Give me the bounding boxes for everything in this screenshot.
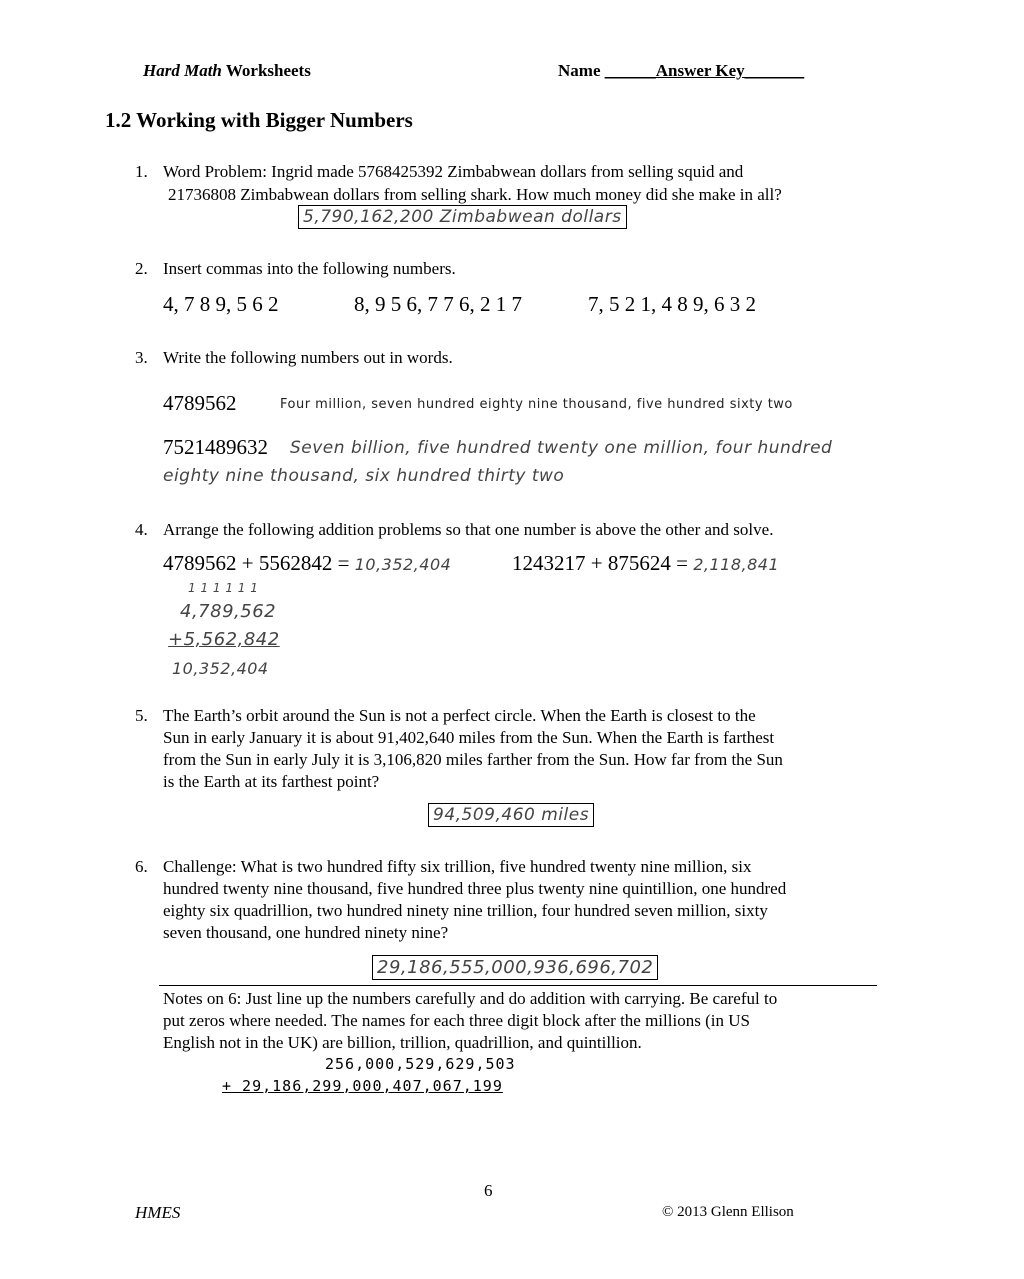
problem-text: The Earth’s orbit around the Sun is not a perfect circle. When the Earth is closest to the xyxy=(163,706,756,725)
name-field: Name ______Answer Key_______ xyxy=(558,61,805,80)
footer-left: HMES xyxy=(135,1203,181,1222)
problem-text: Write the following numbers out in words. xyxy=(163,348,453,367)
comma-number: 8, 9 5 6, 7 7 6, 2 1 7 xyxy=(354,292,522,316)
addition-equation: 1243217 + 875624 = 2,118,841 xyxy=(512,551,780,575)
problem-text: Arrange the following addition problems so that one number is above the other and solve. xyxy=(163,520,774,539)
number-words: eighty nine thousand, six hundred thirty two xyxy=(163,466,565,486)
problem-text: Challenge: What is two hundred fifty six trillion, five hundred twenty nine million, six xyxy=(163,857,752,876)
answer-box: 29,186,555,000,936,696,702 xyxy=(372,955,658,980)
comma-number: 4, 7 8 9, 5 6 2 xyxy=(163,292,279,316)
page-number: 6 xyxy=(484,1181,493,1200)
copyright: © 2013 Glenn Ellison xyxy=(662,1204,794,1220)
addition-equation: 4789562 + 5562842 = 10,352,404 xyxy=(163,551,452,575)
problem-text: eighty six quadrillion, two hundred ninety nine trillion, four hundred seven million, sixty xyxy=(163,901,768,920)
problem-number: 1. xyxy=(135,162,148,181)
work-sum: 10,352,404 xyxy=(172,659,269,678)
problem-text: Insert commas into the following numbers. xyxy=(163,259,456,278)
answer-box: 5,790,162,200 Zimbabwean dollars xyxy=(298,205,627,229)
problem-text: seven thousand, one hundred ninety nine? xyxy=(163,923,449,942)
carry-digits: 1 1 1 1 1 1 xyxy=(188,581,259,595)
work-addend: +5,562,842 xyxy=(168,629,280,650)
notes-text: put zeros where needed. The names for each three digit block after the millions (in US xyxy=(163,1011,750,1030)
notes-text: English not in the UK) are billion, trillion, quadrillion, and quintillion. xyxy=(163,1033,642,1052)
notes-divider xyxy=(159,985,877,986)
problem-number: 4. xyxy=(135,520,148,539)
problem-text: 21736808 Zimbabwean dollars from selling shark. How much money did she make in all? xyxy=(168,185,782,204)
comma-number: 7, 5 2 1, 4 8 9, 6 3 2 xyxy=(588,292,756,316)
problem-number: 3. xyxy=(135,348,148,367)
work-addend: 4,789,562 xyxy=(180,601,277,622)
number-words: Four million, seven hundred eighty nine thousand, five hundred sixty two xyxy=(280,397,793,412)
number-to-write: 4789562 xyxy=(163,391,237,415)
problem-number: 6. xyxy=(135,857,148,876)
answer-box: 94,509,460 miles xyxy=(428,803,594,827)
section-title: 1.2 Working with Bigger Numbers xyxy=(105,108,413,132)
number-to-write: 7521489632 xyxy=(163,435,268,459)
notes-text: Notes on 6: Just line up the numbers carefully and do addition with carrying. Be careful to xyxy=(163,989,778,1008)
problem-number: 5. xyxy=(135,706,148,725)
problem-number: 2. xyxy=(135,259,148,278)
notes-addend: + 29,186,299,000,407,067,199 xyxy=(222,1077,503,1095)
problem-text: Sun in early January it is about 91,402,640 miles from the Sun. When the Earth is farthest xyxy=(163,728,775,747)
problem-text: from the Sun in early July it is 3,106,820 miles farther from the Sun. How far from the Sun xyxy=(163,750,783,769)
problem-text: is the Earth at its farthest point? xyxy=(163,772,380,791)
problem-text: hundred twenty nine thousand, five hundred three plus twenty nine quintillion, one hundred xyxy=(163,879,787,898)
worksheet-title: Hard Math Worksheets xyxy=(143,61,311,80)
number-words: Seven billion, five hundred twenty one million, four hundred xyxy=(290,438,833,458)
problem-text: Word Problem: Ingrid made 5768425392 Zimbabwean dollars from selling squid and xyxy=(163,162,744,181)
notes-addend: 256,000,529,629,503 xyxy=(325,1055,516,1073)
